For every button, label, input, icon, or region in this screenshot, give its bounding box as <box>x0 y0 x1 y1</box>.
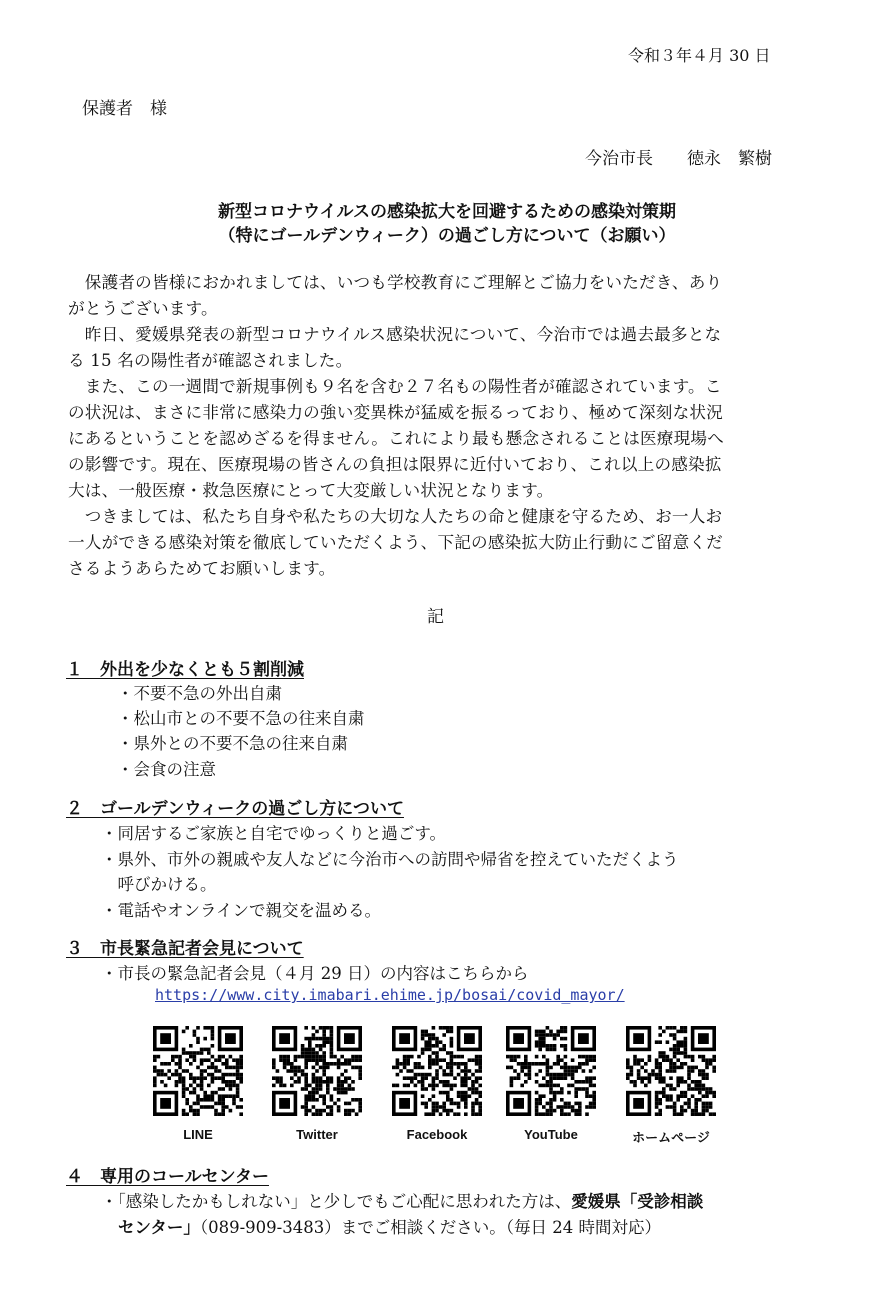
section-4-title: ４ 専用のコールセンター <box>66 1167 269 1187</box>
call-center-line-1 <box>101 1188 703 1212</box>
qr-label-line: LINE <box>183 1127 213 1142</box>
body-line: の影響です。現在、医療現場の皆さんの負担は限界に近付いており、これ以上の感染拡 <box>68 455 722 474</box>
sender: 今治市長 徳永 繁樹 <box>585 149 772 169</box>
body-line: がとうございます。 <box>68 299 218 318</box>
body-line: にあるということを認めざるを得ません。これにより最も懸念されることは医療現場へ <box>68 429 724 448</box>
qr-label-youtube: YouTube <box>524 1127 578 1142</box>
press-conference-link[interactable]: https://www.city.imabari.ehime.jp/bosai/covid_mayor/ <box>155 986 625 1004</box>
body-line: る 15 名の陽性者が確認されました。 <box>68 351 353 370</box>
qr-code-twitter[interactable] <box>272 1026 362 1116</box>
list-item: ・市長の緊急記者会見（４月 29 日）の内容はこちらから <box>101 964 529 983</box>
document-title-line-2: （特にゴールデンウィーク）の過ごし方について（お願い） <box>218 226 676 246</box>
body-line: つきましては、私たち自身や私たちの大切な人たちの命と健康を守るため、お一人お <box>68 507 723 526</box>
call-center-name-cont: センター」 <box>118 1218 200 1237</box>
qr-label-facebook: Facebook <box>406 1127 468 1142</box>
addressee: 保護者 様 <box>82 99 167 119</box>
body-line: 昨日、愛媛県発表の新型コロナウイルス感染状況について、今治市では過去最多とな <box>68 325 722 344</box>
qr-code-homepage[interactable] <box>626 1026 716 1116</box>
qr-label-twitter: Twitter <box>296 1127 338 1142</box>
list-item: ・県外との不要不急の往来自粛 <box>117 734 348 753</box>
qr-code-line[interactable] <box>153 1026 243 1116</box>
body-line: 大は、一般医療・救急医療にとって大変厳しい状況となります。 <box>68 481 554 500</box>
body-line: 一人ができる感染対策を徹底していただくよう、下記の感染拡大防止行動にご留意くだ <box>68 533 723 552</box>
ki-heading: 記 <box>427 607 444 627</box>
document-title-line-1: 新型コロナウイルスの感染拡大を回避するための感染対策期 <box>218 202 676 222</box>
list-item: ・同居するご家族と自宅でゆっくりと過ごす。 <box>101 824 447 843</box>
call-center-phone: （089-909-3483）までご相談ください。（毎日 24 時間対応） <box>199 1218 661 1237</box>
list-item: ・会食の注意 <box>117 760 216 779</box>
call-center-text: ・「感染したかもしれない」と少しでもご心配に思われた方は、 <box>101 1192 572 1211</box>
body-line: さるようあらためてお願いします。 <box>68 559 336 578</box>
list-item: ・不要不急の外出自粛 <box>117 684 282 703</box>
body-line: 保護者の皆様におかれましては、いつも学校教育にご理解とご協力をいただき、あり <box>68 273 723 292</box>
body-line: また、この一週間で新規事例も９名を含む２７名もの陽性者が確認されています。こ <box>68 377 722 396</box>
list-item: 呼びかける。 <box>101 875 217 894</box>
qr-code-youtube[interactable] <box>506 1026 596 1116</box>
section-2-title: ２ ゴールデンウィークの過ごし方について <box>66 799 404 819</box>
body-line: の状況は、まさに非常に感染力の強い変異株が猛威を振るっており、極めて深刻な状況 <box>68 403 723 422</box>
section-3-title: ３ 市長緊急記者会見について <box>66 939 304 959</box>
call-center-name: 愛媛県「受診相談 <box>571 1192 704 1211</box>
qr-code-facebook[interactable] <box>392 1026 482 1116</box>
qr-label-homepage: ホームページ <box>632 1130 710 1145</box>
list-item: ・松山市との不要不急の往来自粛 <box>117 709 365 728</box>
list-item: ・県外、市外の親戚や友人などに今治市への訪問や帰省を控えていただくよう <box>101 850 679 869</box>
list-item: ・電話やオンラインで親交を温める。 <box>101 901 382 920</box>
letter-date: 令和３年４月 30 日 <box>628 46 771 65</box>
call-center-line-2 <box>118 1214 661 1238</box>
section-1-title: １ 外出を少なくとも５割削減 <box>66 660 304 680</box>
